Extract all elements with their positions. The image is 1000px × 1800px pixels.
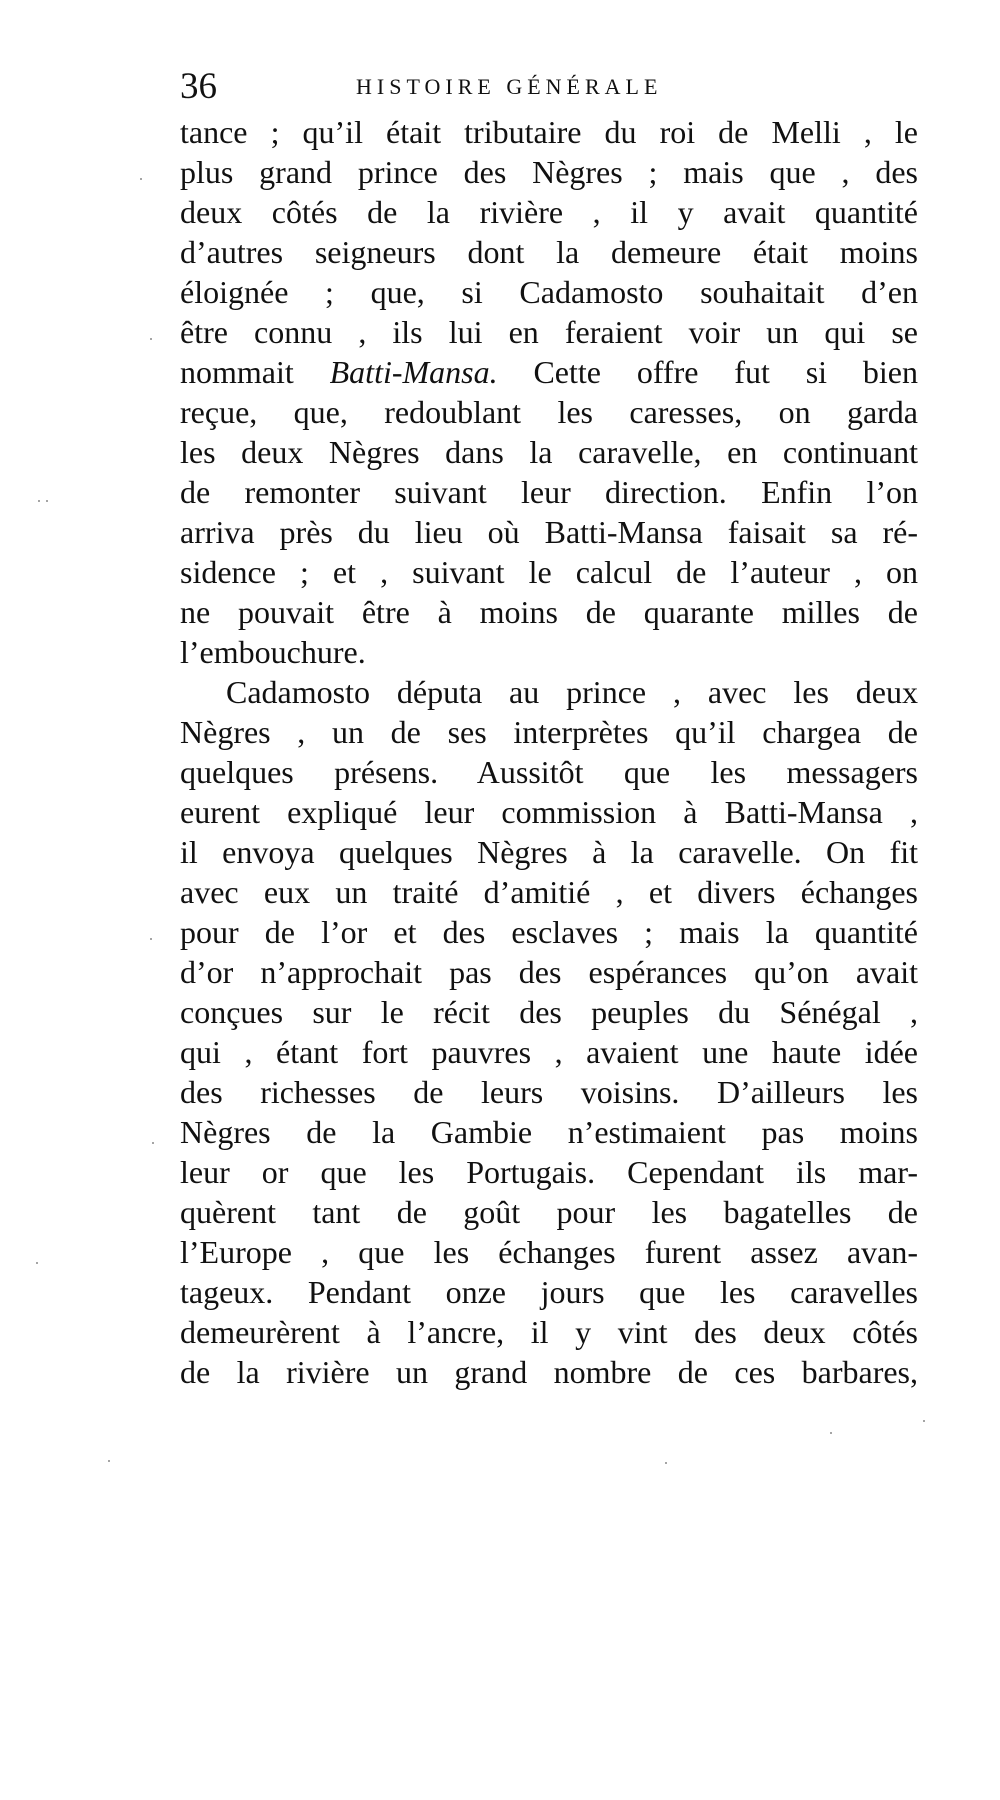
text-line: plus grand prince des Nègres ; mais que , des	[180, 154, 918, 190]
text-line: l’Europe , que les échanges furent assez avan-	[180, 1234, 918, 1270]
paragraph-2	[180, 672, 918, 1392]
text-line: éloignée ; que, si Cadamosto souhaitait d’en	[180, 274, 918, 310]
paper-speck	[830, 1432, 832, 1434]
text-line: tageux. Pendant onze jours que les caravelles	[180, 1274, 918, 1310]
text-line: sidence ; et , suivant le calcul de l’auteur , on	[180, 554, 918, 590]
text-line: Nègres de la Gambie n’estimaient pas moins	[180, 1114, 918, 1150]
text-line: demeurèrent à l’ancre, il y vint des deux côtés	[180, 1314, 918, 1350]
text-segment: Cette offre fut si bien	[497, 354, 919, 390]
text-line: l’embouchure.	[180, 634, 366, 670]
text-line: conçues sur le récit des peuples du Sénégal ,	[180, 994, 918, 1030]
paper-speck	[38, 500, 40, 502]
text-line: arriva près du lieu où Batti-Mansa faisait sa ré-	[180, 514, 918, 550]
text-line: être connu , ils lui en feraient voir un qui se	[180, 314, 918, 350]
body-text	[180, 112, 918, 1392]
text-line	[180, 352, 918, 392]
text-line: ne pouvait être à moins de quarante milles de	[180, 594, 918, 630]
text-line: de remonter suivant leur direction. Enfin l’on	[180, 474, 918, 510]
paper-speck	[923, 1420, 925, 1422]
text-line: des richesses de leurs voisins. D’ailleurs les	[180, 1074, 918, 1110]
italic-name: Batti-Mansa.	[329, 354, 498, 390]
paper-speck	[36, 1262, 38, 1264]
text-line: il envoya quelques Nègres à la caravelle. On fit	[180, 834, 918, 870]
text-line: avec eux un traité d’amitié , et divers échanges	[180, 874, 918, 910]
paper-speck	[150, 938, 152, 940]
paper-speck	[665, 1462, 667, 1464]
text-line: qui , étant fort pauvres , avaient une haute idée	[180, 1034, 918, 1070]
text-line: Nègres , un de ses interprètes qu’il chargea de	[180, 714, 918, 750]
text-line: eurent expliqué leur commission à Batti-Mansa ,	[180, 794, 918, 830]
text-line: tance ; qu’il était tributaire du roi de Melli , le	[180, 114, 918, 150]
paper-speck	[152, 1142, 154, 1144]
paper-speck	[140, 178, 142, 180]
text-line: d’autres seigneurs dont la demeure était moins	[180, 234, 918, 270]
text-line: leur or que les Portugais. Cependant ils mar-	[180, 1154, 918, 1190]
text-line: les deux Nègres dans la caravelle, en continuant	[180, 434, 918, 470]
paper-speck	[46, 500, 48, 502]
text-line: deux côtés de la rivière , il y avait quantité	[180, 194, 918, 230]
text-line: quèrent tant de goût pour les bagatelles de	[180, 1194, 918, 1230]
text-line: pour de l’or et des esclaves ; mais la quantité	[180, 914, 918, 950]
text-line: Cadamosto députa au prince , avec les deux	[226, 674, 918, 710]
running-title: HISTOIRE GÉNÉRALE	[356, 74, 663, 99]
text-segment: nommait	[180, 354, 330, 390]
text-line: quelques présens. Aussitôt que les messagers	[180, 754, 918, 790]
text-line: d’or n’approchait pas des espérances qu’on avait	[180, 954, 918, 990]
paper-speck	[150, 338, 152, 340]
paragraph-1	[180, 112, 918, 672]
running-head	[180, 62, 920, 112]
page-number: 36	[180, 66, 217, 107]
paper-speck	[108, 1460, 110, 1462]
text-line: reçue, que, redoublant les caresses, on garda	[180, 394, 918, 430]
text-line: de la rivière un grand nombre de ces barbares,	[180, 1354, 918, 1390]
